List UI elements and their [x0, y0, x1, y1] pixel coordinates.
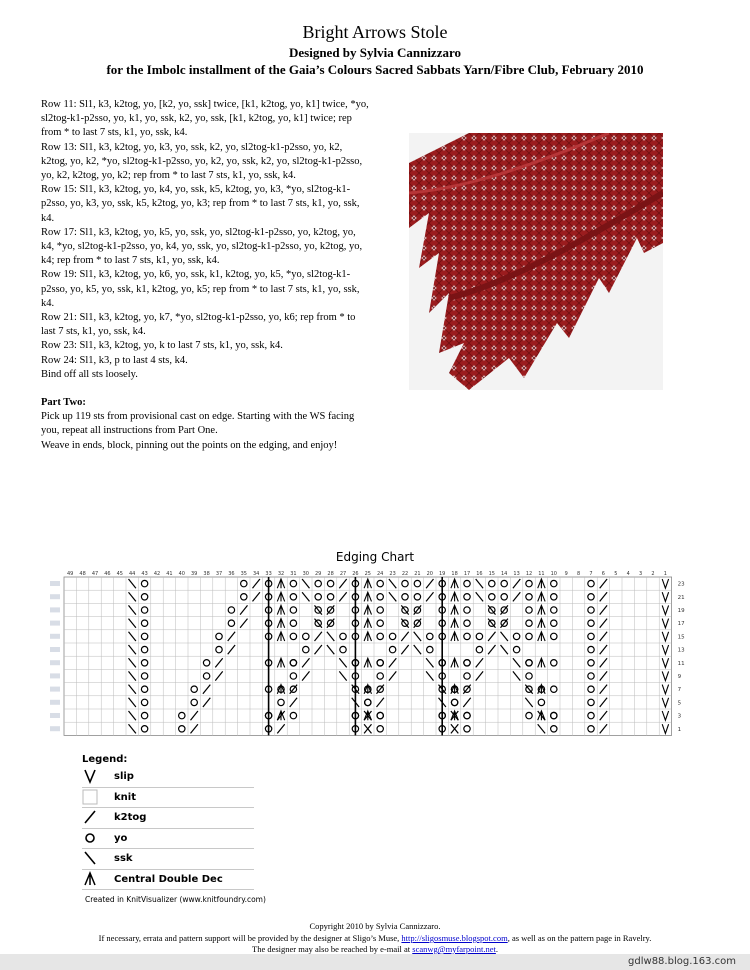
- chart-column-label: 49: [67, 571, 74, 577]
- chart-column-label: 45: [116, 571, 123, 577]
- instructions-text: [41, 98, 371, 453]
- instruction-row: Row 15: Sl1, k3, k2tog, yo, k4, yo, ssk, k5, k2tog, yo, k3, *yo, sl2tog-k1-p2sso, yo, k3, yo, ssk, k5, k2tog, yo, k3; rep from * to last 7 sts, k1, yo, ssk, k4.: [41, 184, 360, 224]
- chart-column-label: 48: [79, 571, 86, 577]
- pattern-title: Bright Arrows Stole: [302, 22, 448, 42]
- chart-row-marker: [50, 621, 60, 626]
- legend-label: k2tog: [114, 812, 147, 823]
- chart-column-label: 47: [91, 571, 99, 577]
- chart-column-label: 4: [626, 571, 630, 577]
- chart-column-label: 14: [501, 571, 508, 577]
- chart-column-label: 5: [614, 571, 618, 577]
- chart-row-number: 5: [677, 700, 682, 707]
- chart-column-label: 28: [327, 571, 334, 577]
- chart-row-number: 19: [677, 608, 685, 614]
- legend-label: knit: [114, 791, 136, 803]
- chart-column-label: 20: [426, 571, 433, 577]
- chart-row-marker: [50, 700, 60, 705]
- central-double-dec-icon: [82, 871, 98, 887]
- legend-credit: Created in KnitVisualizer (www.knitfoundry.com): [85, 895, 266, 904]
- chart-row-marker: [50, 634, 60, 639]
- chart-column-label: 3: [639, 571, 643, 577]
- chart-column-label: 29: [315, 571, 322, 577]
- instruction-row: Row 23: Sl1, k3, k2tog, yo, k to last 7 sts, k1, yo, ssk, k4.: [41, 340, 283, 352]
- chart-column-label: 27: [339, 571, 347, 577]
- contact-text-end: .: [495, 944, 498, 954]
- instruction-row: Row 24: Sl1, k3, p to last 4 sts, k4.: [41, 354, 188, 366]
- chart-row-marker: [50, 594, 60, 599]
- chart-column-label: 34: [253, 571, 260, 577]
- chart-row-marker: [50, 581, 60, 586]
- slip-icon: [82, 768, 98, 784]
- finishing-text: Weave in ends, block, pinning out the points on the edging, and enjoy!: [41, 439, 338, 451]
- instruction-row: Row 11: Sl1, k3, k2tog, yo, [k2, yo, ssk] twice, [k1, k2tog, yo, k1] twice, *yo, sl2tog-k1-p2sso, yo, k1, yo, ssk, k2, yo, ssk, [k1, k2tog, yo, k1] twice; rep from * to last 7 sts, k1, yo, ssk, k4.: [41, 99, 369, 139]
- chart-column-label: 40: [178, 571, 185, 577]
- chart-column-label: 25: [364, 571, 371, 577]
- chart-column-label: 17: [463, 571, 471, 577]
- legend-item-yo: [82, 829, 254, 850]
- legend-label: slip: [114, 771, 134, 782]
- designer-credit: Designed by Sylvia Cannizzaro: [288, 45, 462, 60]
- instruction-row: Row 21: Sl1, k3, k2tog, yo, k7, *yo, sl2tog-k1-p2sso, yo, k6; rep from * to last 7 sts, k1, yo, ssk, k4.: [41, 312, 356, 338]
- chart-row-number: 15: [677, 634, 685, 641]
- ssk-icon: [82, 850, 98, 866]
- instruction-row: Row 17: Sl1, k3, k2tog, yo, k5, yo, ssk, yo, sl2tog-k1-p2sso, yo, k2tog, yo, k4, *yo, sl2tog-k1-p2sso, yo, k4, yo, ssk, yo, sl2tog-k1-p2sso, yo, k2tog, yo, k4; rep from * to last 7 sts, k1, yo, ssk, k4.: [41, 226, 363, 267]
- support-text: If necessary, errata and pattern support will be provided by the designer at Sligo’s Muse,: [98, 933, 400, 943]
- chart-row-number: 11: [677, 660, 685, 667]
- chart-column-label: 23: [389, 571, 396, 577]
- knit-icon: [82, 789, 98, 805]
- chart-row-marker: [50, 660, 60, 665]
- chart-row-number: 7: [677, 687, 682, 694]
- chart-row-number: 23: [677, 581, 685, 588]
- chart-row-number: 1: [677, 726, 682, 733]
- legend-label: Central Double Dec: [114, 873, 223, 885]
- legend-label: ssk: [114, 853, 133, 864]
- chart-column-label: 8: [577, 571, 581, 577]
- chart-column-label: 7: [589, 571, 593, 577]
- chart-column-label: 12: [525, 571, 533, 577]
- legend-label: yo: [114, 832, 128, 844]
- legend-item-knit: [82, 788, 254, 809]
- club-credit: for the Imbolc installment of the Gaia’s Colours Sacred Sabbats Yarn/Fibre Club, February 2010: [106, 62, 644, 77]
- chart-column-label: 16: [476, 571, 483, 577]
- watermark: gdlw88.blog.163.com: [0, 954, 750, 970]
- chart-column-label: 37: [215, 571, 223, 577]
- chart-row-number: 13: [677, 647, 685, 654]
- legend-item-k2tog: [82, 808, 254, 829]
- chart-row-marker: [50, 687, 60, 692]
- chart-column-label: 26: [352, 571, 359, 577]
- legend: [82, 767, 254, 890]
- chart-row-number: 21: [677, 594, 685, 601]
- legend-item-cdd: [82, 870, 254, 891]
- chart-column-label: 2: [651, 571, 655, 577]
- chart-column-label: 32: [277, 571, 285, 577]
- edging-chart: [50, 567, 696, 740]
- chart-column-label: 44: [129, 571, 136, 577]
- instruction-row: Bind off all sts loosely.: [41, 368, 138, 380]
- email-link[interactable]: scanwg@myfarpoint.net: [412, 944, 496, 954]
- chart-column-label: 22: [401, 571, 409, 577]
- chart-column-label: 21: [414, 571, 421, 577]
- chart-column-label: 10: [550, 571, 557, 577]
- chart-row-marker: [50, 713, 60, 718]
- copyright: Copyright 2010 by Sylvia Cannizzaro.: [309, 921, 441, 931]
- part-two-heading: Part Two:: [41, 397, 86, 409]
- chart-row-marker: [50, 673, 60, 678]
- chart-column-label: 19: [439, 571, 446, 577]
- stole-lace-image: [409, 133, 663, 390]
- chart-column-label: 33: [265, 571, 272, 577]
- chart-column-label: 38: [203, 571, 210, 577]
- chart-column-label: 18: [451, 571, 458, 577]
- chart-column-label: 15: [488, 571, 495, 577]
- chart-row-marker: [50, 647, 60, 652]
- instruction-row: Row 19: Sl1, k3, k2tog, yo, k6, yo, ssk, k1, k2tog, yo, k5, *yo, sl2tog-k1-p2sso, yo, k5, yo, ssk, k1, k2tog, yo, k5; rep from * to last 7 sts, k1, yo, ssk, k4.: [41, 269, 360, 309]
- instruction-row: Row 13: Sl1, k3, k2tog, yo, k3, yo, ssk, k2, yo, sl2tog-k1-p2sso, yo, k2, k2tog, yo, k2, *yo, sl2tog-k1-p2sso, yo, k2, yo, ssk, k2, yo, sl2tog-k1-p2sso, yo, k2, k2tog, yo, k2; rep from * to last 7 sts, k1, yo, ssk, k4.: [41, 141, 363, 182]
- chart-column-label: 6: [601, 571, 605, 577]
- k2tog-icon: [82, 809, 98, 825]
- chart-column-label: 35: [240, 571, 247, 577]
- chart-column-label: 36: [228, 571, 235, 577]
- part-two-text: Pick up 119 sts from provisional cast on edge. Starting with the WS facing you, repeat all instructions from Part One.: [41, 411, 355, 437]
- legend-title: Legend:: [82, 754, 128, 765]
- chart-column-label: 30: [302, 571, 309, 577]
- stole-photo: [409, 133, 663, 390]
- chart-column-label: 24: [377, 571, 384, 577]
- chart-column-label: 11: [538, 571, 545, 577]
- support-line: [0, 933, 750, 943]
- chart-column-label: 41: [166, 571, 173, 577]
- chart-title: Edging Chart: [335, 550, 415, 564]
- chart-column-label: 1: [663, 571, 667, 577]
- blog-link[interactable]: http://sligosmuse.blogspot.com: [401, 933, 508, 943]
- chart-column-label: 39: [191, 571, 198, 577]
- support-text-end: , as well as on the pattern page in Ravelry.: [507, 933, 652, 943]
- chart-column-label: 43: [141, 571, 148, 577]
- legend-item-slip: [82, 767, 254, 788]
- chart-column-label: 9: [564, 571, 568, 577]
- yo-icon: [82, 830, 98, 846]
- chart-column-label: 13: [513, 571, 520, 577]
- chart-row-marker: [50, 726, 60, 731]
- chart-row-number: 3: [677, 713, 682, 720]
- legend-item-ssk: [82, 849, 254, 870]
- contact-text: The designer may also be reached by e-mail at: [252, 944, 411, 954]
- chart-column-label: 31: [290, 571, 297, 577]
- chart-row-number: 9: [677, 674, 682, 680]
- chart-column-label: 42: [153, 571, 161, 577]
- contact-line: [0, 944, 750, 954]
- chart-row-marker: [50, 607, 60, 612]
- chart-column-label: 46: [104, 571, 111, 577]
- chart-row-number: 17: [677, 621, 685, 628]
